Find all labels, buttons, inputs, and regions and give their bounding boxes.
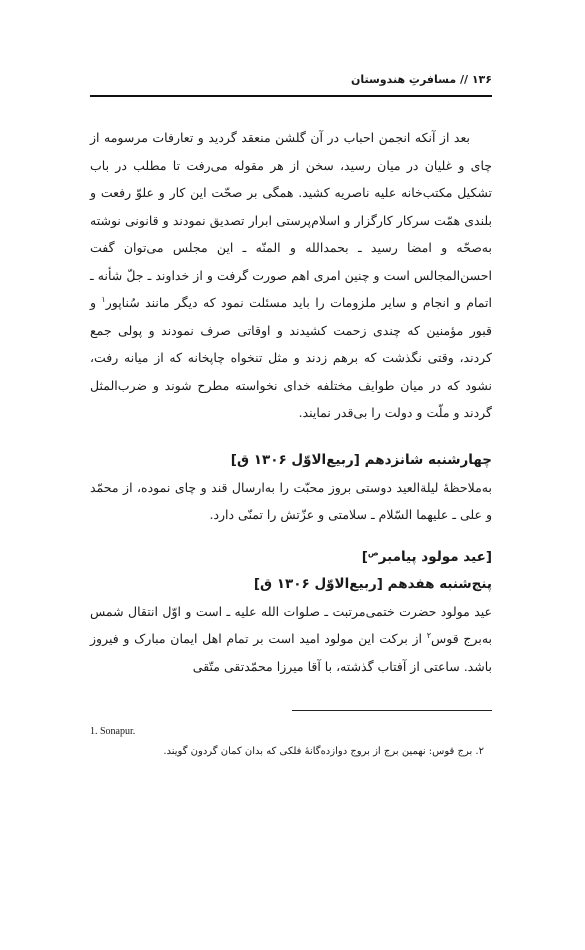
footnotes	[90, 722, 492, 762]
footnote-1: 1. Sonapur.	[90, 726, 136, 737]
paragraph-eve-of-eid: به‌ملاحظهٔ لیلةالعید دوستی بروز محبّت را به‌ارسال قند و چای نموده، از محمّد و علی ـ علیهما السّلام ـ سلامتی و عزّتش را تمنّی دارد.	[90, 479, 492, 522]
footnote-rule	[292, 710, 492, 711]
section-heading-wednesday: چهارشنبه شانزدهم [ربیع‌الاوّل ۱۳۰۶ ق]	[230, 451, 492, 468]
paragraph-text-continued: و قبور مؤمنین که چندی زحمت کشیدند و اوقاتی صرف نمودند و پولی جمع کردند، وقتی نگذشت که برهم زدند و مثل تنخواه چاپخانه که از میانه رفت، نشود که در میان طوایف مختلفه خدای نخواسته مطرح شوند و ضرب‌المثل گردند و ملّت و دولت را بی‌قدر نمایند.	[90, 295, 492, 420]
page-body	[90, 124, 492, 680]
paragraph-text: عید مولود حضرت ختمی‌مرتبت ـ صلوات الله علیه ـ است و اوّل انتقال شمس به‌برج قوس	[90, 603, 492, 646]
footnote-2: ۲. برج قوس: نهمین برج از بروج دوازده‌گانهٔ فلکی که بدان کمان گردون گویند.	[163, 746, 484, 757]
section-heading-thursday: پنج‌شنبه هفدهم [ربیع‌الاوّل ۱۳۰۶ ق]	[253, 575, 492, 592]
paragraph-mawlud	[90, 598, 492, 681]
heading-mawlud-close: ]	[361, 548, 368, 565]
heading-mawlud-text: [عید مولود پیامبر	[378, 548, 492, 565]
running-head-text: ۱۳۶ // مسافرتِ هندوستان	[350, 73, 492, 86]
section-heading-mawlud	[90, 544, 492, 571]
paragraph-text-continued: از برکت این مولود امید است بر تمام اهل ایمان مبارک و فیروز باشد. ساعتی از آفتاب گذشته، با آقا میرزا محمّدتقی متّقی	[90, 631, 492, 674]
header-rule	[90, 95, 492, 97]
footnote-ref-1: ۱	[101, 294, 106, 304]
honorific-mark: ص	[367, 548, 379, 557]
paragraph-text: بعد از آنکه انجمن احباب در آن گلشن منعقد گردید و تعارفات مرسومه از چای و غلیان در میان رسید، سخن از هر مقوله می‌رفت تا مطلب در باب تشکیل مکتب‌خانه علیه ناصریه کشید. همگی بر صحّت این کار و علوّ رفعت و بلندی همّت سرکار کارگزار و اسلام‌پرستی ابرار تصدیق نمودند و قانونی نوشته به‌صحّه و امضا رسید ـ بحمدالله و المنّه ـ این مجلس می‌توان گفت احسن‌المجالس است و چنین امری اهم صورت گرفت و از خداوند ـ جلّ شأنه ـ اتمام و انجام و سایر ملزومات را باید مسئلت نمود که دیگر مانند سُناپور	[90, 130, 492, 310]
footnote-ref-2: ۲	[426, 630, 431, 640]
paragraph-school-gathering	[90, 124, 492, 427]
running-head	[90, 68, 492, 92]
